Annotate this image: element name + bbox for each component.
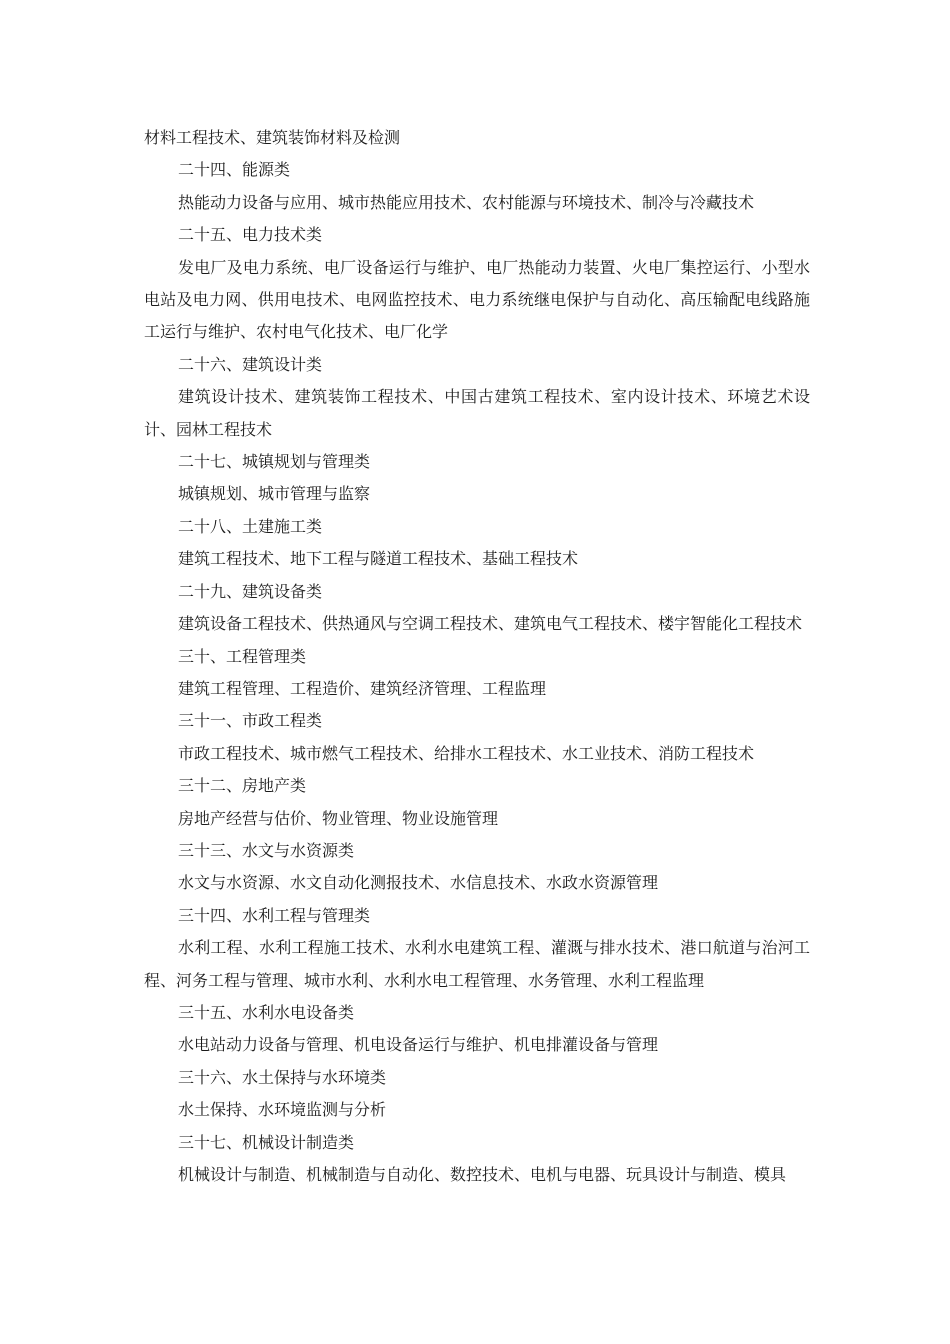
paragraph: 建筑设备工程技术、供热通风与空调工程技术、建筑电气工程技术、楼宇智能化工程技术	[178, 614, 803, 634]
paragraph: 建筑设计技术、建筑装饰工程技术、中国古建筑工程技术、室内设计技术、环境艺术设计、园林工程技术	[144, 387, 810, 439]
paragraph: 建筑工程管理、工程造价、建筑经济管理、工程监理	[178, 678, 547, 698]
paragraph: 水文与水资源、水文自动化测报技术、水信息技术、水政水资源管理	[178, 873, 659, 893]
section-heading: 三十四、水利工程与管理类	[178, 905, 371, 925]
section-heading: 三十、工程管理类	[178, 646, 307, 666]
section-heading: 三十五、水利水电设备类	[178, 1002, 355, 1022]
section-heading: 二十七、城镇规划与管理类	[178, 452, 371, 472]
section-heading: 三十三、水文与水资源类	[178, 840, 355, 860]
paragraph: 水利工程、水利工程施工技术、水利水电建筑工程、灌溉与排水技术、港口航道与治河工程、河务工程与管理、城市水利、水利水电工程管理、水务管理、水利工程监理	[144, 938, 810, 990]
paragraph: 市政工程技术、城市燃气工程技术、给排水工程技术、水工业技术、消防工程技术	[178, 743, 755, 763]
paragraph: 建筑工程技术、地下工程与隧道工程技术、基础工程技术	[178, 549, 579, 569]
section-heading: 三十一、市政工程类	[178, 711, 323, 731]
section-heading: 二十八、土建施工类	[178, 516, 323, 536]
paragraph: 机械设计与制造、机械制造与自动化、数控技术、电机与电器、玩具设计与制造、模具	[178, 1165, 787, 1184]
section-heading: 三十七、机械设计制造类	[178, 1132, 355, 1152]
section-heading: 二十九、建筑设备类	[178, 581, 323, 601]
paragraph: 城镇规划、城市管理与监察	[178, 484, 371, 504]
section-heading: 二十六、建筑设计类	[178, 354, 323, 374]
paragraph: 发电厂及电力系统、电厂设备运行与维护、电厂热能动力装置、火电厂集控运行、小型水电站及电力网、供用电技术、电网监控技术、电力系统继电保护与自动化、高压输配电线路施工运行与维护、农村电气化技术、电厂化学	[144, 257, 810, 342]
document-body	[144, 122, 810, 1191]
paragraph: 水土保持、水环境监测与分析	[178, 1100, 387, 1120]
section-heading: 三十六、水土保持与水环境类	[178, 1067, 387, 1087]
paragraph: 热能动力设备与应用、城市热能应用技术、农村能源与环境技术、制冷与冷藏技术	[178, 192, 755, 212]
section-heading: 三十二、房地产类	[178, 776, 307, 796]
section-heading: 二十四、能源类	[178, 160, 291, 180]
paragraph: 房地产经营与估价、物业管理、物业设施管理	[178, 808, 499, 828]
section-heading: 二十五、电力技术类	[178, 225, 323, 245]
paragraph: 水电站动力设备与管理、机电设备运行与维护、机电排灌设备与管理	[178, 1035, 659, 1055]
paragraph: 材料工程技术、建筑装饰材料及检测	[144, 128, 401, 147]
